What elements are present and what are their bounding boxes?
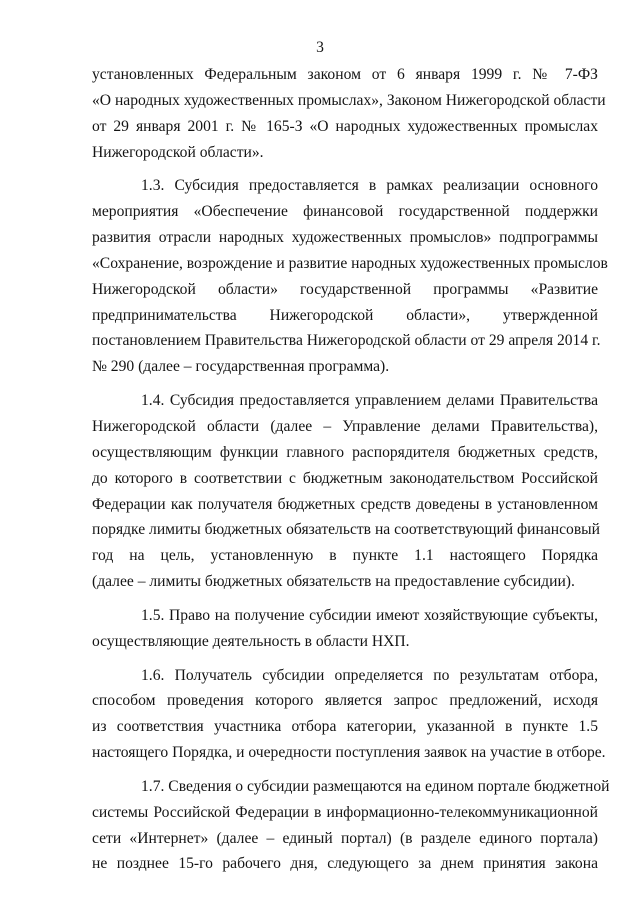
text-line: осуществляющим функции главного распорядителя бюджетных средств, xyxy=(92,443,598,461)
text-line: до которого в соответствии с бюджетным законодательством Российской xyxy=(92,469,598,487)
text-line: не позднее 15-го рабочего дня, следующего за днем принятия закона xyxy=(92,855,598,873)
paragraph-1-6 xyxy=(92,663,606,766)
paragraph-1-4 xyxy=(92,388,601,595)
text-line: от 29 января 2001 г. № 165-З «О народных художественных промыслах xyxy=(92,117,598,135)
text-line: предпринимательства Нижегородской области», утвержденной xyxy=(92,306,598,324)
text-line: сети «Интернет» (далее – единый портал) (в разделе единого портала) xyxy=(92,829,598,847)
paragraph-1-3 xyxy=(92,173,608,380)
text-line: системы Российской Федерации в информационно-телекоммуникационной xyxy=(92,803,598,821)
text-line: Федерации как получателя бюджетных средств доведены в установленном xyxy=(92,495,598,513)
text-line: способом проведения которого является запрос предложений, исходя xyxy=(92,692,598,710)
text-line: мероприятия «Обеспечение финансовой государственной поддержки xyxy=(92,203,598,221)
document-body xyxy=(92,62,610,877)
text-line: осуществляющие деятельность в области НХП. xyxy=(92,632,410,650)
text-line: Нижегородской области». xyxy=(92,143,264,161)
text-line: развития отрасли народных художественных промыслов» подпрограммы xyxy=(92,229,598,247)
text-line: № 290 (далее – государственная программа). xyxy=(92,358,390,376)
paragraph-1-5 xyxy=(92,603,598,655)
text-line: Нижегородской области (далее – Управление делами Правительства), xyxy=(92,417,598,435)
text-line: установленных Федеральным законом от 6 января 1999 г. № 7-ФЗ xyxy=(92,66,598,83)
text-line: порядке лимиты бюджетных обязательств на соответствующий финансовый xyxy=(92,521,601,539)
text-line: 1.4. Субсидия предоставляется управлением делами Правительства xyxy=(141,392,598,410)
text-line: «Сохранение, возрождение и развитие народных художественных промыслов xyxy=(92,254,608,272)
text-line: постановлением Правительства Нижегородской области от 29 апреля 2014 г. xyxy=(92,332,601,350)
text-line: 1.3. Субсидия предоставляется в рамках реализации основного xyxy=(141,177,598,195)
text-line: 1.6. Получатель субсидии определяется по результатам отбора, xyxy=(141,666,598,684)
text-line: «О народных художественных промыслах», Законом Нижегородской области xyxy=(92,91,606,109)
page-number: 3 xyxy=(316,39,324,56)
text-line: Нижегородской области» государственной программы «Развитие xyxy=(92,280,598,298)
paragraph-1-7 xyxy=(92,774,610,877)
text-line: год на цель, установленную в пункте 1.1 настоящего Порядка xyxy=(92,547,598,565)
text-line: (далее – лимиты бюджетных обязательств на предоставление субсидии). xyxy=(92,573,575,591)
text-line: 1.5. Право на получение субсидии имеют хозяйствующие субъекты, xyxy=(141,606,598,624)
paragraph-continuation xyxy=(92,62,606,165)
text-line: настоящего Порядка, и очередности поступления заявок на участие в отборе. xyxy=(92,744,606,762)
text-line: из соответствия участника отбора категории, указанной в пункте 1.5 xyxy=(92,718,598,736)
text-line: 1.7. Сведения о субсидии размещаются на едином портале бюджетной xyxy=(141,777,610,795)
